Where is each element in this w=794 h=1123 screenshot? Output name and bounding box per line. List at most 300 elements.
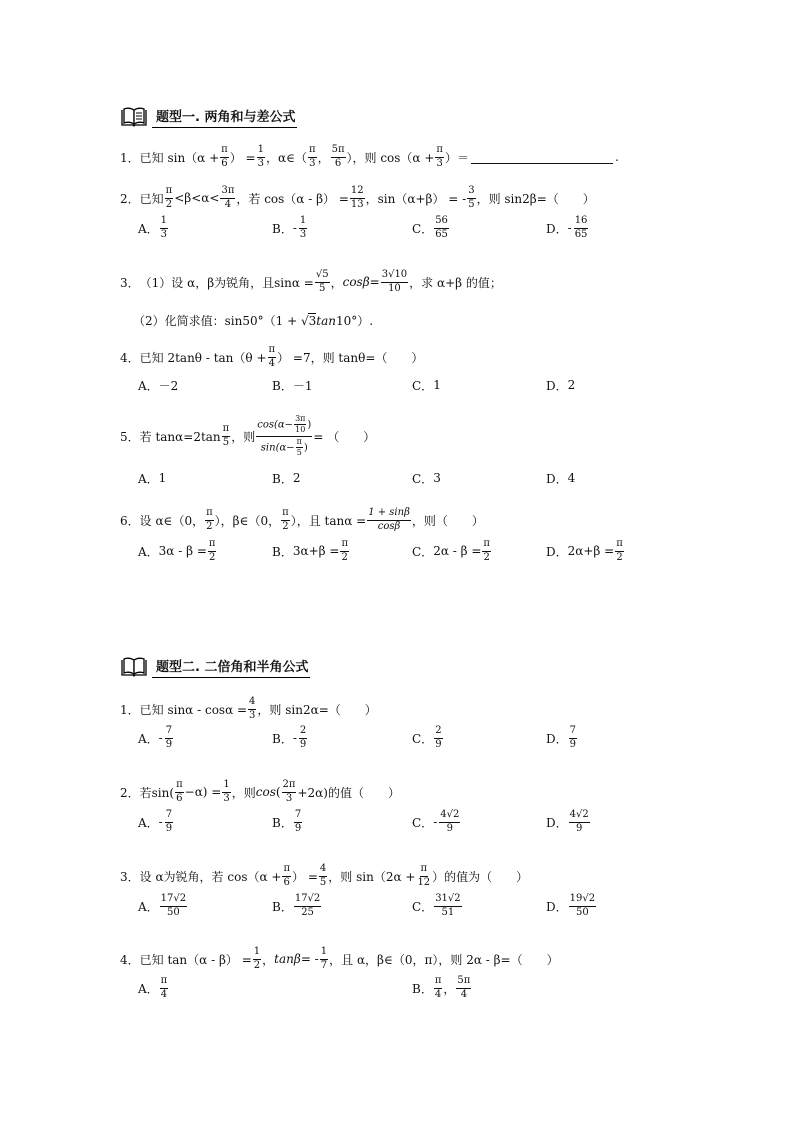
math-text: 9 — [165, 738, 173, 750]
math-text: 9 — [299, 738, 307, 750]
math-text: 3 — [308, 314, 317, 328]
math-text: 3α+β = — [292, 544, 340, 558]
math-text: π — [165, 186, 174, 199]
math-text: ） = — [292, 869, 318, 884]
fraction — [282, 780, 297, 804]
math-text: tan — [316, 313, 336, 328]
section-header-2 — [120, 654, 310, 680]
math-text: ，且 α，β∈（0，π），则 2α - β=（ ） — [329, 952, 559, 967]
fraction — [160, 976, 169, 1000]
math-text: 1 — [257, 145, 265, 158]
math-text: π — [220, 145, 229, 158]
fraction — [165, 726, 173, 750]
option-b[interactable] — [272, 726, 308, 750]
math-text: 10 — [295, 425, 306, 435]
math-text: 5 — [296, 448, 302, 458]
math-text: 16 — [574, 216, 589, 229]
math-text: 4 — [319, 864, 327, 877]
s2-question-3 — [120, 864, 528, 888]
math-text: C． — [412, 221, 434, 236]
math-text: （2）化简求值：sin50°（1 + — [133, 314, 298, 328]
math-text: 9 — [446, 822, 453, 834]
fraction — [160, 894, 187, 918]
math-text: 4√2 — [439, 810, 460, 823]
math-text: 3 — [285, 792, 293, 804]
math-text: <β<α< — [174, 191, 220, 205]
math-text: 6 — [176, 792, 183, 804]
answer-blank[interactable] — [471, 151, 613, 164]
fraction — [205, 508, 214, 532]
fraction — [434, 976, 443, 1000]
math-text: 2π — [282, 780, 297, 793]
math-text: π — [340, 539, 349, 552]
math-text: 7 — [294, 810, 302, 823]
math-text: ，则 sin2α=（ ） — [257, 702, 377, 717]
math-text: 2 — [483, 551, 490, 563]
math-text: cos — [255, 785, 276, 799]
fraction — [308, 145, 317, 169]
math-text: ，求 α+β 的值； — [409, 275, 502, 290]
math-text: π — [208, 539, 217, 552]
math-text: A． — [138, 544, 159, 559]
fraction — [165, 186, 174, 210]
math-text: D． — [546, 815, 568, 830]
math-text: ，则 — [231, 785, 256, 800]
fraction — [220, 145, 229, 169]
option-d[interactable] — [546, 216, 589, 240]
math-text: ） = — [229, 150, 256, 165]
math-text: D． — [546, 471, 568, 486]
math-text: B． — [272, 731, 293, 746]
math-text: 5π — [456, 976, 471, 989]
math-text: A． — [138, 815, 159, 830]
math-text: π — [435, 145, 444, 158]
option-b[interactable] — [272, 216, 308, 240]
option-c[interactable] — [412, 894, 463, 918]
math-text: 3． — [120, 869, 140, 884]
math-text: π — [482, 539, 491, 552]
math-text: π — [175, 780, 184, 793]
math-text: 2 — [299, 726, 307, 739]
math-text: ，则 sin2β=（ ） — [476, 191, 595, 206]
math-text: 19√2 — [569, 894, 596, 907]
math-text: ，则 — [231, 429, 256, 444]
math-text: 若sin( — [139, 785, 175, 800]
option-b[interactable] — [272, 894, 322, 918]
math-text: - — [292, 221, 297, 235]
option-c[interactable] — [412, 470, 441, 487]
fraction — [208, 539, 217, 563]
math-text: ），且 tanα = — [290, 513, 367, 528]
math-text: 1 — [320, 947, 328, 960]
math-text: 3π — [220, 186, 235, 199]
fraction — [315, 270, 330, 294]
math-text: π — [222, 424, 231, 437]
math-text: 3π — [294, 415, 306, 425]
fraction — [439, 810, 460, 834]
math-text: C． — [412, 815, 434, 830]
math-text — [256, 415, 312, 437]
math-text: 56 — [434, 216, 449, 229]
math-text: π — [281, 508, 290, 521]
math-text: 65 — [574, 228, 588, 240]
math-text: ) — [307, 419, 312, 431]
math-text: 1 — [160, 216, 168, 229]
math-text: 1 — [433, 378, 441, 392]
math-text: 12 — [350, 186, 365, 199]
fraction — [482, 539, 491, 563]
math-text: 25 — [301, 906, 314, 918]
fraction — [257, 145, 265, 169]
math-text: = （ ） — [313, 429, 376, 444]
fraction — [320, 947, 328, 971]
math-text: π — [282, 864, 291, 877]
math-text: 4． — [120, 350, 140, 365]
math-text: ），则 cos（α + — [346, 150, 435, 165]
option-c[interactable] — [412, 810, 461, 834]
option-b[interactable] — [272, 539, 350, 563]
math-text: . — [615, 150, 619, 164]
math-text: 6． — [120, 513, 140, 528]
fraction — [299, 216, 307, 240]
math-text: ， — [262, 952, 275, 967]
fraction — [367, 508, 411, 532]
s1-question-3 — [120, 270, 502, 294]
math-text: 5 — [319, 282, 326, 294]
math-text: 3α - β = — [158, 544, 207, 558]
option-c[interactable] — [412, 216, 450, 240]
fraction — [350, 186, 365, 210]
math-text: 4 — [160, 988, 168, 1000]
math-text: B． — [272, 471, 293, 486]
math-text: cosβ — [377, 520, 401, 532]
s1-question-6 — [120, 508, 484, 532]
math-text: ，若 cos（α - β） = — [236, 191, 349, 206]
math-text: ， — [330, 275, 343, 290]
math-text: 已知 2tanθ - tan（θ + — [139, 350, 267, 365]
option-c[interactable] — [412, 539, 492, 563]
math-text: 5π — [331, 145, 346, 158]
math-text: 3 — [436, 157, 443, 169]
math-text: π — [268, 345, 277, 358]
math-text: 5 — [319, 876, 327, 888]
math-text: 5． — [120, 429, 140, 444]
math-text: 已知 — [139, 191, 164, 206]
math-text: 设 α为锐角，若 cos（α + — [139, 869, 282, 884]
math-text: 4 — [567, 471, 576, 485]
math-text: 已知 sinα - cosα = — [139, 702, 248, 717]
option-a[interactable] — [138, 377, 178, 394]
fraction — [299, 726, 307, 750]
option-b[interactable] — [272, 470, 300, 487]
math-text: 9 — [294, 822, 302, 834]
math-text: 3√10 — [381, 270, 408, 283]
fraction — [456, 976, 471, 1000]
math-text: －2 — [158, 378, 179, 393]
math-text: 已知 tan（α - β） = — [139, 952, 252, 967]
math-text: 2α+β = — [567, 544, 615, 558]
math-text: 12 — [417, 876, 431, 888]
math-text: A． — [138, 731, 159, 746]
fraction — [569, 726, 577, 750]
math-text: 6 — [221, 157, 228, 169]
math-text: A． — [138, 471, 159, 486]
math-text: 17√2 — [294, 894, 321, 907]
math-text: π — [434, 976, 443, 989]
fraction — [569, 810, 590, 834]
math-text: 2 — [292, 471, 301, 485]
math-text: 3 — [160, 228, 168, 240]
fraction — [294, 810, 302, 834]
s1-question-4 — [120, 345, 423, 369]
math-text: A． — [138, 221, 159, 236]
math-text: 7 — [165, 726, 173, 739]
math-text: B． — [272, 899, 293, 914]
math-text: B． — [272, 378, 293, 393]
math-text: 1 + sinβ — [367, 508, 411, 521]
option-b[interactable] — [412, 976, 472, 1000]
math-text: 2． — [120, 191, 140, 206]
math-text: 2 — [616, 551, 623, 563]
fraction — [248, 697, 256, 721]
fraction — [175, 780, 184, 804]
math-text: 1． — [120, 150, 140, 165]
math-text: 设 α∈（0， — [139, 513, 205, 528]
math-text — [260, 437, 309, 458]
math-text: = - — [300, 952, 319, 966]
math-text: π — [205, 508, 214, 521]
fraction — [296, 438, 303, 458]
math-text: （1）设 α，β为锐角，且sinα = — [139, 275, 314, 290]
fraction — [220, 186, 235, 210]
option-d[interactable] — [546, 470, 575, 487]
fraction — [256, 415, 312, 458]
math-text: 3． — [120, 275, 140, 290]
s2-question-1 — [120, 697, 377, 721]
math-text: B． — [272, 815, 293, 830]
math-text: −α) = — [184, 785, 222, 799]
math-text: - — [158, 815, 163, 829]
option-a[interactable] — [138, 726, 174, 750]
math-text: ，则 sin（2α + — [328, 869, 416, 884]
math-text: 9 — [575, 822, 583, 834]
math-text: 4√2 — [569, 810, 590, 823]
math-text: π — [160, 976, 169, 989]
math-text: 3 — [309, 157, 316, 169]
math-text: 9 — [569, 738, 576, 750]
math-text: 2 — [567, 378, 576, 392]
math-text: 17√2 — [160, 894, 187, 907]
fraction — [294, 415, 306, 435]
section-header-1 — [120, 104, 297, 130]
math-text: 4 — [434, 988, 442, 1000]
s1-question-1 — [120, 145, 619, 169]
math-text: B． — [272, 544, 293, 559]
fraction — [222, 424, 231, 448]
fraction — [340, 539, 349, 563]
math-text: 4 — [268, 357, 275, 369]
option-a[interactable] — [138, 216, 169, 240]
s1-question-3-part2: （2）化简求值：sin50°（1 + √ 3 tan 10°）. — [133, 313, 374, 328]
fraction — [435, 145, 444, 169]
math-text: 4． — [120, 952, 140, 967]
math-text: 5 — [468, 198, 475, 210]
math-text: 2 — [282, 520, 289, 532]
math-text: D． — [546, 378, 568, 393]
math-text: 10°）. — [335, 314, 374, 328]
math-text: 2 — [253, 959, 261, 971]
math-text: D． — [546, 731, 568, 746]
math-text: ） =7，则 tanθ=（ ） — [277, 350, 424, 365]
math-text: 9 — [435, 738, 442, 750]
option-d[interactable] — [546, 726, 578, 750]
math-text: ， — [317, 150, 330, 165]
math-text: 3 — [299, 228, 307, 240]
math-text: 2 — [165, 198, 173, 210]
option-a[interactable] — [138, 470, 166, 487]
option-b[interactable] — [272, 810, 303, 834]
math-text: - — [567, 221, 572, 235]
fraction — [434, 216, 449, 240]
fraction — [165, 810, 173, 834]
math-text: C． — [412, 544, 434, 559]
math-text: C． — [412, 471, 434, 486]
s2-question-4 — [120, 947, 559, 971]
math-text: 若 tanα=2tan — [139, 429, 221, 444]
math-text: 5 — [222, 436, 230, 448]
option-d[interactable] — [546, 894, 597, 918]
fraction — [574, 216, 589, 240]
section-title-1: 题型一. 两角和与差公式 — [152, 106, 297, 128]
fraction — [319, 864, 327, 888]
option-c[interactable] — [412, 377, 441, 394]
math-text: C． — [412, 899, 434, 914]
math-text: 50 — [575, 906, 589, 918]
math-text: ，sin（α+β） = - — [365, 191, 467, 206]
math-text: 2． — [120, 785, 140, 800]
math-text: - — [158, 731, 163, 745]
math-text: - — [292, 731, 297, 745]
math-text: A． — [138, 981, 159, 996]
fraction — [615, 539, 624, 563]
fraction — [160, 216, 168, 240]
math-text: 2 — [341, 551, 348, 563]
fraction — [222, 780, 230, 804]
fraction — [253, 947, 261, 971]
math-text: 1． — [120, 702, 140, 717]
math-text: 65 — [435, 228, 448, 240]
math-text: 2 — [434, 726, 442, 739]
fraction — [416, 864, 431, 888]
math-text: cos(α− — [257, 419, 294, 431]
math-text: 4 — [248, 697, 256, 710]
s1-question-5 — [120, 415, 375, 458]
math-text: 4 — [460, 988, 468, 1000]
math-text: ）＝ — [445, 150, 470, 165]
math-text: = — [369, 275, 380, 289]
math-text: D． — [546, 221, 568, 236]
math-text: +2α)的值（ ） — [297, 785, 400, 800]
math-text: 6 — [334, 157, 342, 169]
math-text: A． — [138, 378, 159, 393]
math-text: 3 — [257, 157, 264, 169]
math-text: A． — [138, 899, 159, 914]
math-text: cosβ — [342, 275, 370, 289]
math-text: 3 — [223, 792, 230, 804]
math-text: 1 — [253, 947, 261, 960]
book-icon — [120, 107, 148, 127]
math-text: ），β∈（0， — [214, 513, 281, 528]
s2-question-2 — [120, 780, 400, 804]
option-a[interactable] — [138, 976, 169, 1000]
math-text: 2 — [206, 520, 213, 532]
s1-question-2 — [120, 186, 595, 210]
math-text: 2 — [209, 551, 216, 563]
fraction — [381, 270, 408, 294]
math-text: 7 — [165, 810, 173, 823]
math-text: B． — [272, 221, 293, 236]
math-text: ，则（ ） — [411, 513, 484, 528]
math-text: π — [308, 145, 317, 158]
math-text: 10 — [388, 282, 401, 294]
math-text: 6 — [283, 876, 290, 888]
math-text: 3 — [467, 186, 475, 199]
fraction — [434, 894, 461, 918]
math-text: ）的值为（ ） — [432, 869, 529, 884]
option-d[interactable] — [546, 539, 625, 563]
option-c[interactable] — [412, 726, 444, 750]
math-text: 9 — [165, 822, 173, 834]
math-text: 50 — [167, 906, 180, 918]
math-text: D． — [546, 544, 568, 559]
math-text: ) — [303, 442, 308, 454]
math-text: D． — [546, 899, 568, 914]
fraction — [268, 345, 277, 369]
math-text: 7 — [569, 726, 577, 739]
math-text: 2α - β = — [433, 544, 482, 558]
math-text: 3 — [433, 471, 441, 485]
fraction — [331, 145, 346, 169]
math-text: tanβ — [274, 952, 301, 966]
option-d[interactable] — [546, 377, 575, 394]
fraction — [282, 864, 291, 888]
fraction — [281, 508, 290, 532]
fraction — [467, 186, 475, 210]
math-text: π — [615, 539, 624, 552]
fraction — [434, 726, 442, 750]
fraction — [294, 894, 321, 918]
option-b[interactable] — [272, 377, 312, 394]
math-text: C． — [412, 378, 434, 393]
math-text: π — [420, 864, 429, 877]
math-text: 4 — [224, 198, 232, 210]
math-text: 31√2 — [434, 894, 461, 907]
math-text: 13 — [350, 198, 364, 210]
option-a[interactable] — [138, 894, 188, 918]
math-text: ( — [275, 785, 281, 799]
math-text: 7 — [320, 959, 328, 971]
math-text: ， — [443, 981, 456, 996]
option-a[interactable] — [138, 539, 217, 563]
option-a[interactable] — [138, 810, 174, 834]
math-text: 1 — [158, 471, 167, 485]
option-d[interactable] — [546, 810, 591, 834]
section-title-2: 题型二. 二倍角和半角公式 — [152, 656, 310, 678]
book-icon — [120, 657, 148, 677]
math-text: 3 — [249, 709, 256, 721]
math-text: π — [296, 438, 303, 448]
math-text: - — [433, 815, 438, 829]
